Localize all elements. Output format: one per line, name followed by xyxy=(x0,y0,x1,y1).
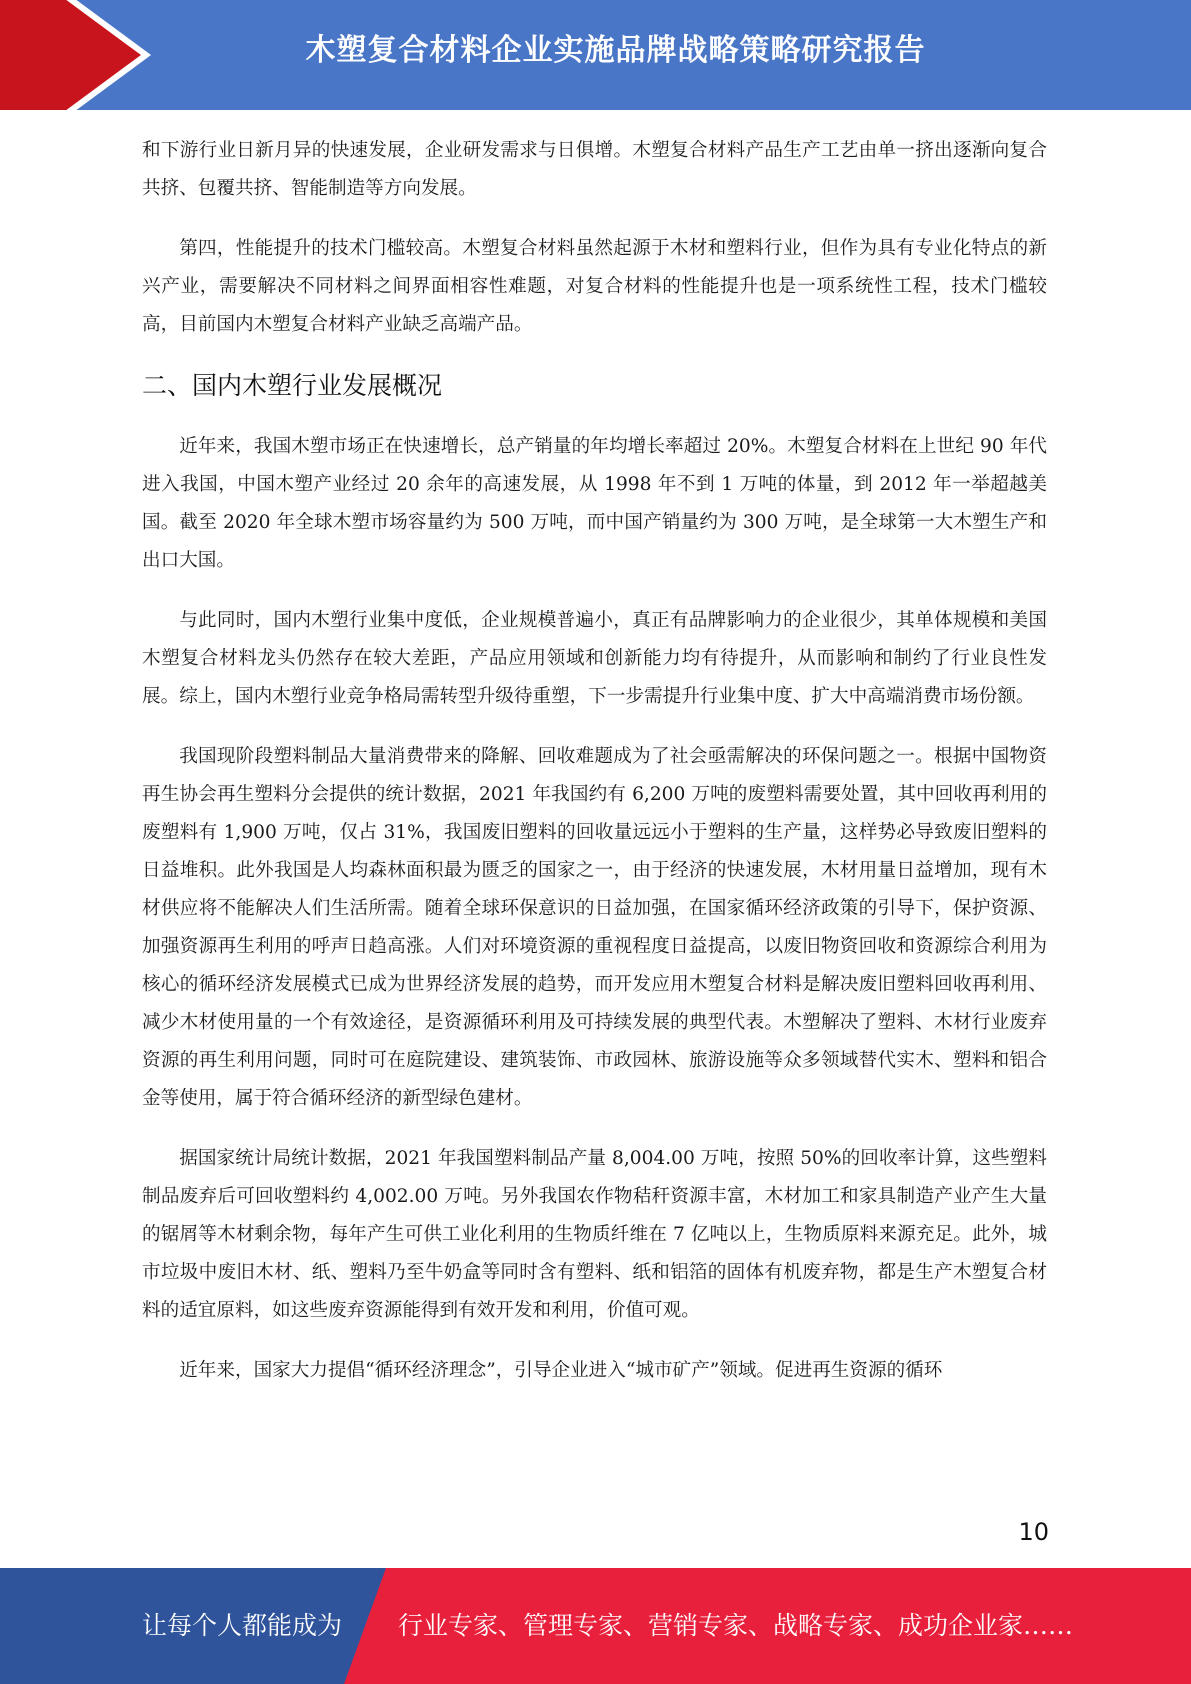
paragraph-recycling: 我国现阶段塑料制品大量消费带来的降解、回收难题成为了社会亟需解决的环保问题之一。根据中国物资再生协会再生塑料分会提供的统计数据，2021 年我国约有 6,200 万吨的废塑料需要处置，其中回收再利用的废塑料有 1,900 万吨，仅占 31%，我国废旧塑料的回收量远远小于塑料的生产量，这样势必导致废旧塑料的日益堆积。此外我国是人均森林面积最为匮乏的国家之一，由于经济的快速发展，木材用量日益增加，现有木材供应将不能解决人们生活所需。随着全球环保意识的日益加强，在国家循环经济政策的引导下，保护资源、加强资源再生利用的呼声日趋高涨。人们对环境资源的重视程度日益提高，以废旧物资回收和资源综合利用为核心的循环经济发展模式已成为世界经济发展的趋势，而开发应用木塑复合材料是解决废旧塑料回收再利用、减少木材使用量的一个有效途径，是资源循环利用及可持续发展的典型代表。木塑解决了塑料、木材行业废弃资源的再生利用问题，同时可在庭院建设、建筑装饰、市政园林、旅游设施等众多领域替代实木、塑料和铝合金等使用，属于符合循环经济的新型绿色建材。 xyxy=(142,746,1047,1109)
paragraph-tech-threshold: 第四，性能提升的技术门槛较高。木塑复合材料虽然起源于木材和塑料行业，但作为具有专业化特点的新兴产业，需要解决不同材料之间界面相容性难题，对复合材料的性能提升也是一项系统性工程，技术门槛较高，目前国内木塑复合材料产业缺乏高端产品。 xyxy=(142,238,1047,335)
report-title: 木塑复合材料企业实施品牌战略策略研究报告 xyxy=(305,33,926,68)
page-header xyxy=(0,0,1191,110)
paragraph-statistics: 据国家统计局统计数据，2021 年我国塑料制品产量 8,004.00 万吨，按照 50%的回收率计算，这些塑料制品废弃后可回收塑料约 4,002.00 万吨。另外我国农作物秸秆资源丰富，木材加工和家具制造产业产生大量的锯屑等木材剩余物，每年产生可供工业化利用的生物质纤维在 7 亿吨以上，生物质原料来源充足。此外，城市垃圾中废旧木材、纸、塑料乃至牛奶盒等同时含有塑料、纸和铝箔的固体有机废弃物，都是生产木塑复合材料的适宜原料，如这些废弃资源能得到有效开发和利用，价值可观。 xyxy=(142,1148,1047,1321)
page-footer xyxy=(0,1568,1191,1684)
paragraph-circular-economy: 近年来，国家大力提倡“循环经济理念”，引导企业进入“城市矿产”领域。促进再生资源的循环 xyxy=(179,1360,943,1381)
paragraph-market-growth: 近年来，我国木塑市场正在快速增长，总产销量的年均增长率超过 20%。木塑复合材料在上世纪 90 年代进入我国，中国木塑产业经过 20 余年的高速发展，从 1998 年不到 1 万吨的体量，到 2012 年一举超越美国。截至 2020 年全球木塑市场容量约为 500 万吨，而中国产销量约为 300 万吨，是全球第一大木塑生产和出口大国。 xyxy=(142,436,1047,571)
footer-slogan-left: 让每个人都能成为 xyxy=(142,1611,343,1640)
document-body xyxy=(142,132,1047,1412)
section-heading: 二、国内木塑行业发展概况 xyxy=(142,371,443,400)
footer-slogan-right: 行业专家、管理专家、营销专家、战略专家、成功企业家…… xyxy=(398,1611,1074,1640)
paragraph-industry-concentration: 与此同时，国内木塑行业集中度低，企业规模普遍小，真正有品牌影响力的企业很少，其单体规模和美国木塑复合材料龙头仍然存在较大差距，产品应用领域和创新能力均有待提升，从而影响和制约了行业良性发展。综上，国内木塑行业竞争格局需转型升级待重塑，下一步需提升行业集中度、扩大中高端消费市场份额。 xyxy=(142,610,1047,707)
page-number: 10 xyxy=(1018,1518,1049,1546)
paragraph-continued: 和下游行业日新月异的快速发展，企业研发需求与日俱增。木塑复合材料产品生产工艺由单一挤出逐渐向复合共挤、包覆共挤、智能制造等方向发展。 xyxy=(142,140,1047,199)
